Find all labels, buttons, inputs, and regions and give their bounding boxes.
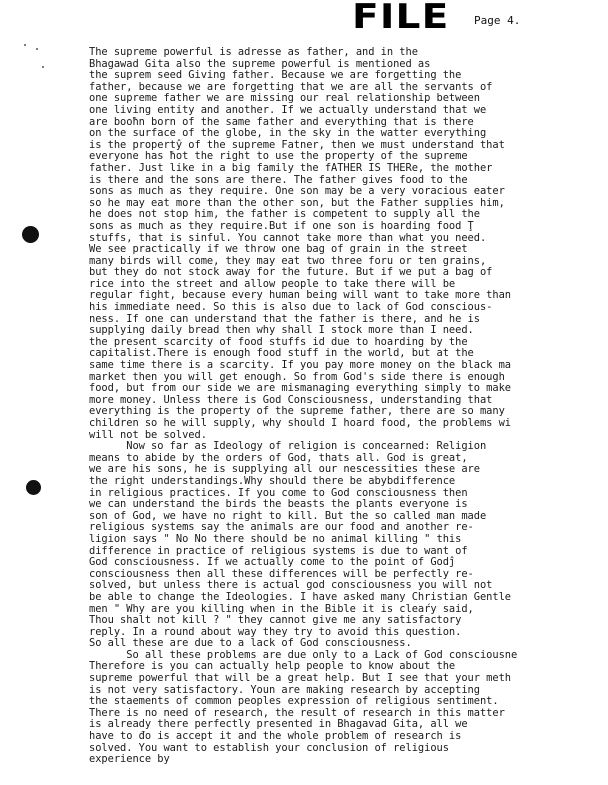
text-line: supplying daily bread then why shall I stock more than I need. <box>89 324 474 337</box>
text-line: father. Just like in a big family the fATHER IS THERe, the mother <box>89 161 493 174</box>
text-line: is already there perfectly presented in Bhagavad Gita, all we <box>89 718 468 731</box>
punch-hole-top <box>22 226 39 243</box>
text-line: market then you will get enough. So from God's side there is enough <box>89 370 505 383</box>
text-line: rice into the street and allow people to take there will be <box>89 277 456 290</box>
file-stamp: FILE <box>352 0 450 37</box>
text-line: in religious practices. If you come to God consciousness then <box>89 486 468 499</box>
text-line: sons as much as they require. One son may be a very voracious eater <box>89 185 505 198</box>
text-line: religious systems say the animals are our food and another re- <box>89 521 474 534</box>
text-line: his immediate need. So this is also due to lack of God conscious- <box>89 301 493 314</box>
text-line: men " Why are you killing when in the Bible it is cleaŕy said, <box>89 602 474 615</box>
text-line: So all these problems are due only to a Lack of God consciousne <box>89 648 518 661</box>
punch-hole-bottom <box>26 480 41 495</box>
text-line: sons as much as they require.But if one son is hoarding food Ţ <box>89 219 474 232</box>
text-line: consciousness then all these differences will be perfectly re- <box>89 567 474 580</box>
text-line: experience by <box>89 753 170 766</box>
text-line: is the propertŷ of the supreme Fatner, then we must understand that <box>89 138 505 151</box>
text-line: The supreme powerful is adresse as father, and in the <box>89 46 418 58</box>
text-line: supreme powerful that will be a great help. But I see that your meth <box>89 672 511 685</box>
scan-speck <box>24 44 26 46</box>
text-line: one living entity and another. If we actually understand that we <box>89 103 487 116</box>
text-line: we can understand the birds the beasts the plants everyone is <box>89 498 468 511</box>
text-line: many birds will come, they may eat two three foru or ten grains, <box>89 254 487 267</box>
scan-speck <box>36 48 38 50</box>
scan-speck <box>42 66 44 68</box>
text-line: is there and the sons are there. The father gives food to the <box>89 173 468 186</box>
text-line: son of God, we have no right to kill. But the so called man made <box>89 509 487 522</box>
text-line: so he may eat more than the other son, but the Father supplies him, <box>89 196 505 209</box>
text-line: more money. Unless there is God Consciousness, understanding that <box>89 393 493 406</box>
text-line: the staements of common peoples expression of religious sentiment. <box>89 695 499 708</box>
text-line: reply. In a round about way they try to avoid this question. <box>89 625 462 638</box>
text-line: There is no need of research, the result of research in this matter <box>89 706 505 719</box>
text-line: is not very satisfactory. Youn are making research by accepting <box>89 683 480 696</box>
text-line: are booħn born of the same father and everything that is there <box>89 115 474 128</box>
text-line: regular fight, because every human being will want to take more than <box>89 289 511 302</box>
text-line: have to đo is accept it and the whole problem of research is <box>89 730 462 743</box>
text-line: one supreme father we are missing our real relationship between <box>89 92 480 105</box>
text-line: he does not stop him, the father is competent to supply all the <box>89 208 480 221</box>
text-line: father, because we are forgetting that we are all the servants of <box>89 80 493 93</box>
text-line: everyone has ħot the right to use the property of the supreme <box>89 150 468 163</box>
text-line: God consciousness. If we actually come to the point of Godĵ <box>89 556 456 569</box>
text-line: difference in practice of religious systems is due to want of <box>89 544 468 557</box>
text-line: Thou shalt not kill ? " they cannot give me any satisfactory <box>89 614 462 627</box>
text-line: the right understandings.Why should there be abybdifference <box>89 474 456 487</box>
text-line: solved, but unless there is actual god consciousness you will not <box>89 579 493 592</box>
text-line: capitalist.There is enough food stuff in the world, but at the <box>89 347 474 360</box>
text-line: but they do not stock away for the future. But if we put a bag of <box>89 266 493 279</box>
text-line: means to abide by the orders of God, thats all. God is great, <box>89 451 468 464</box>
text-line: ligion says " No No there should be no animal killing " this <box>89 532 462 545</box>
text-line: the suprem seed Giving father. Because we are forgetting the <box>89 69 462 82</box>
text-line: stuffs, that is sinful. You cannot take more than what you need. <box>89 231 487 244</box>
text-line: we are his sons, he is supplying all our nescessities these are <box>89 463 480 476</box>
text-line: same time there is a scarcity. If you pay more money on the black ma <box>89 359 511 372</box>
text-line: food, but from our side we are mismanaging everything simply to make <box>89 382 511 395</box>
text-line: solved. You want to establish your conclusion of religious <box>89 741 449 754</box>
text-line: Bhagawad Gita also the supreme powerful is mentioned as <box>89 57 431 70</box>
page-number: Page 4. <box>474 14 521 27</box>
text-line: the present scarcity of food stuffs id due to hoarding by the <box>89 335 468 348</box>
text-line: ness. If one can understand that the father is there, and he is <box>89 312 480 325</box>
text-line: be able to change the Ideologies. I have asked many Christian Gentle <box>89 590 511 603</box>
text-line: We see practically if we throw one bag of grain in the street <box>89 243 468 256</box>
text-line: will not be solved. <box>89 428 207 441</box>
text-line: children so he will supply, why should I hoard food, the problems wi <box>89 417 511 429</box>
text-line: everything is the property of the supreme father, there are so many <box>89 405 505 418</box>
text-line: on the surface of the globe, in the sky in the watter everything <box>89 127 487 140</box>
text-line: So all these are due to a lack of God consciousness. <box>89 637 412 650</box>
text-line: Now so far as Ideology of religion is concearned: Religion <box>89 440 487 453</box>
text-line: Therefore is you can actually help people to know about the <box>89 660 456 673</box>
letter-body <box>89 47 604 766</box>
